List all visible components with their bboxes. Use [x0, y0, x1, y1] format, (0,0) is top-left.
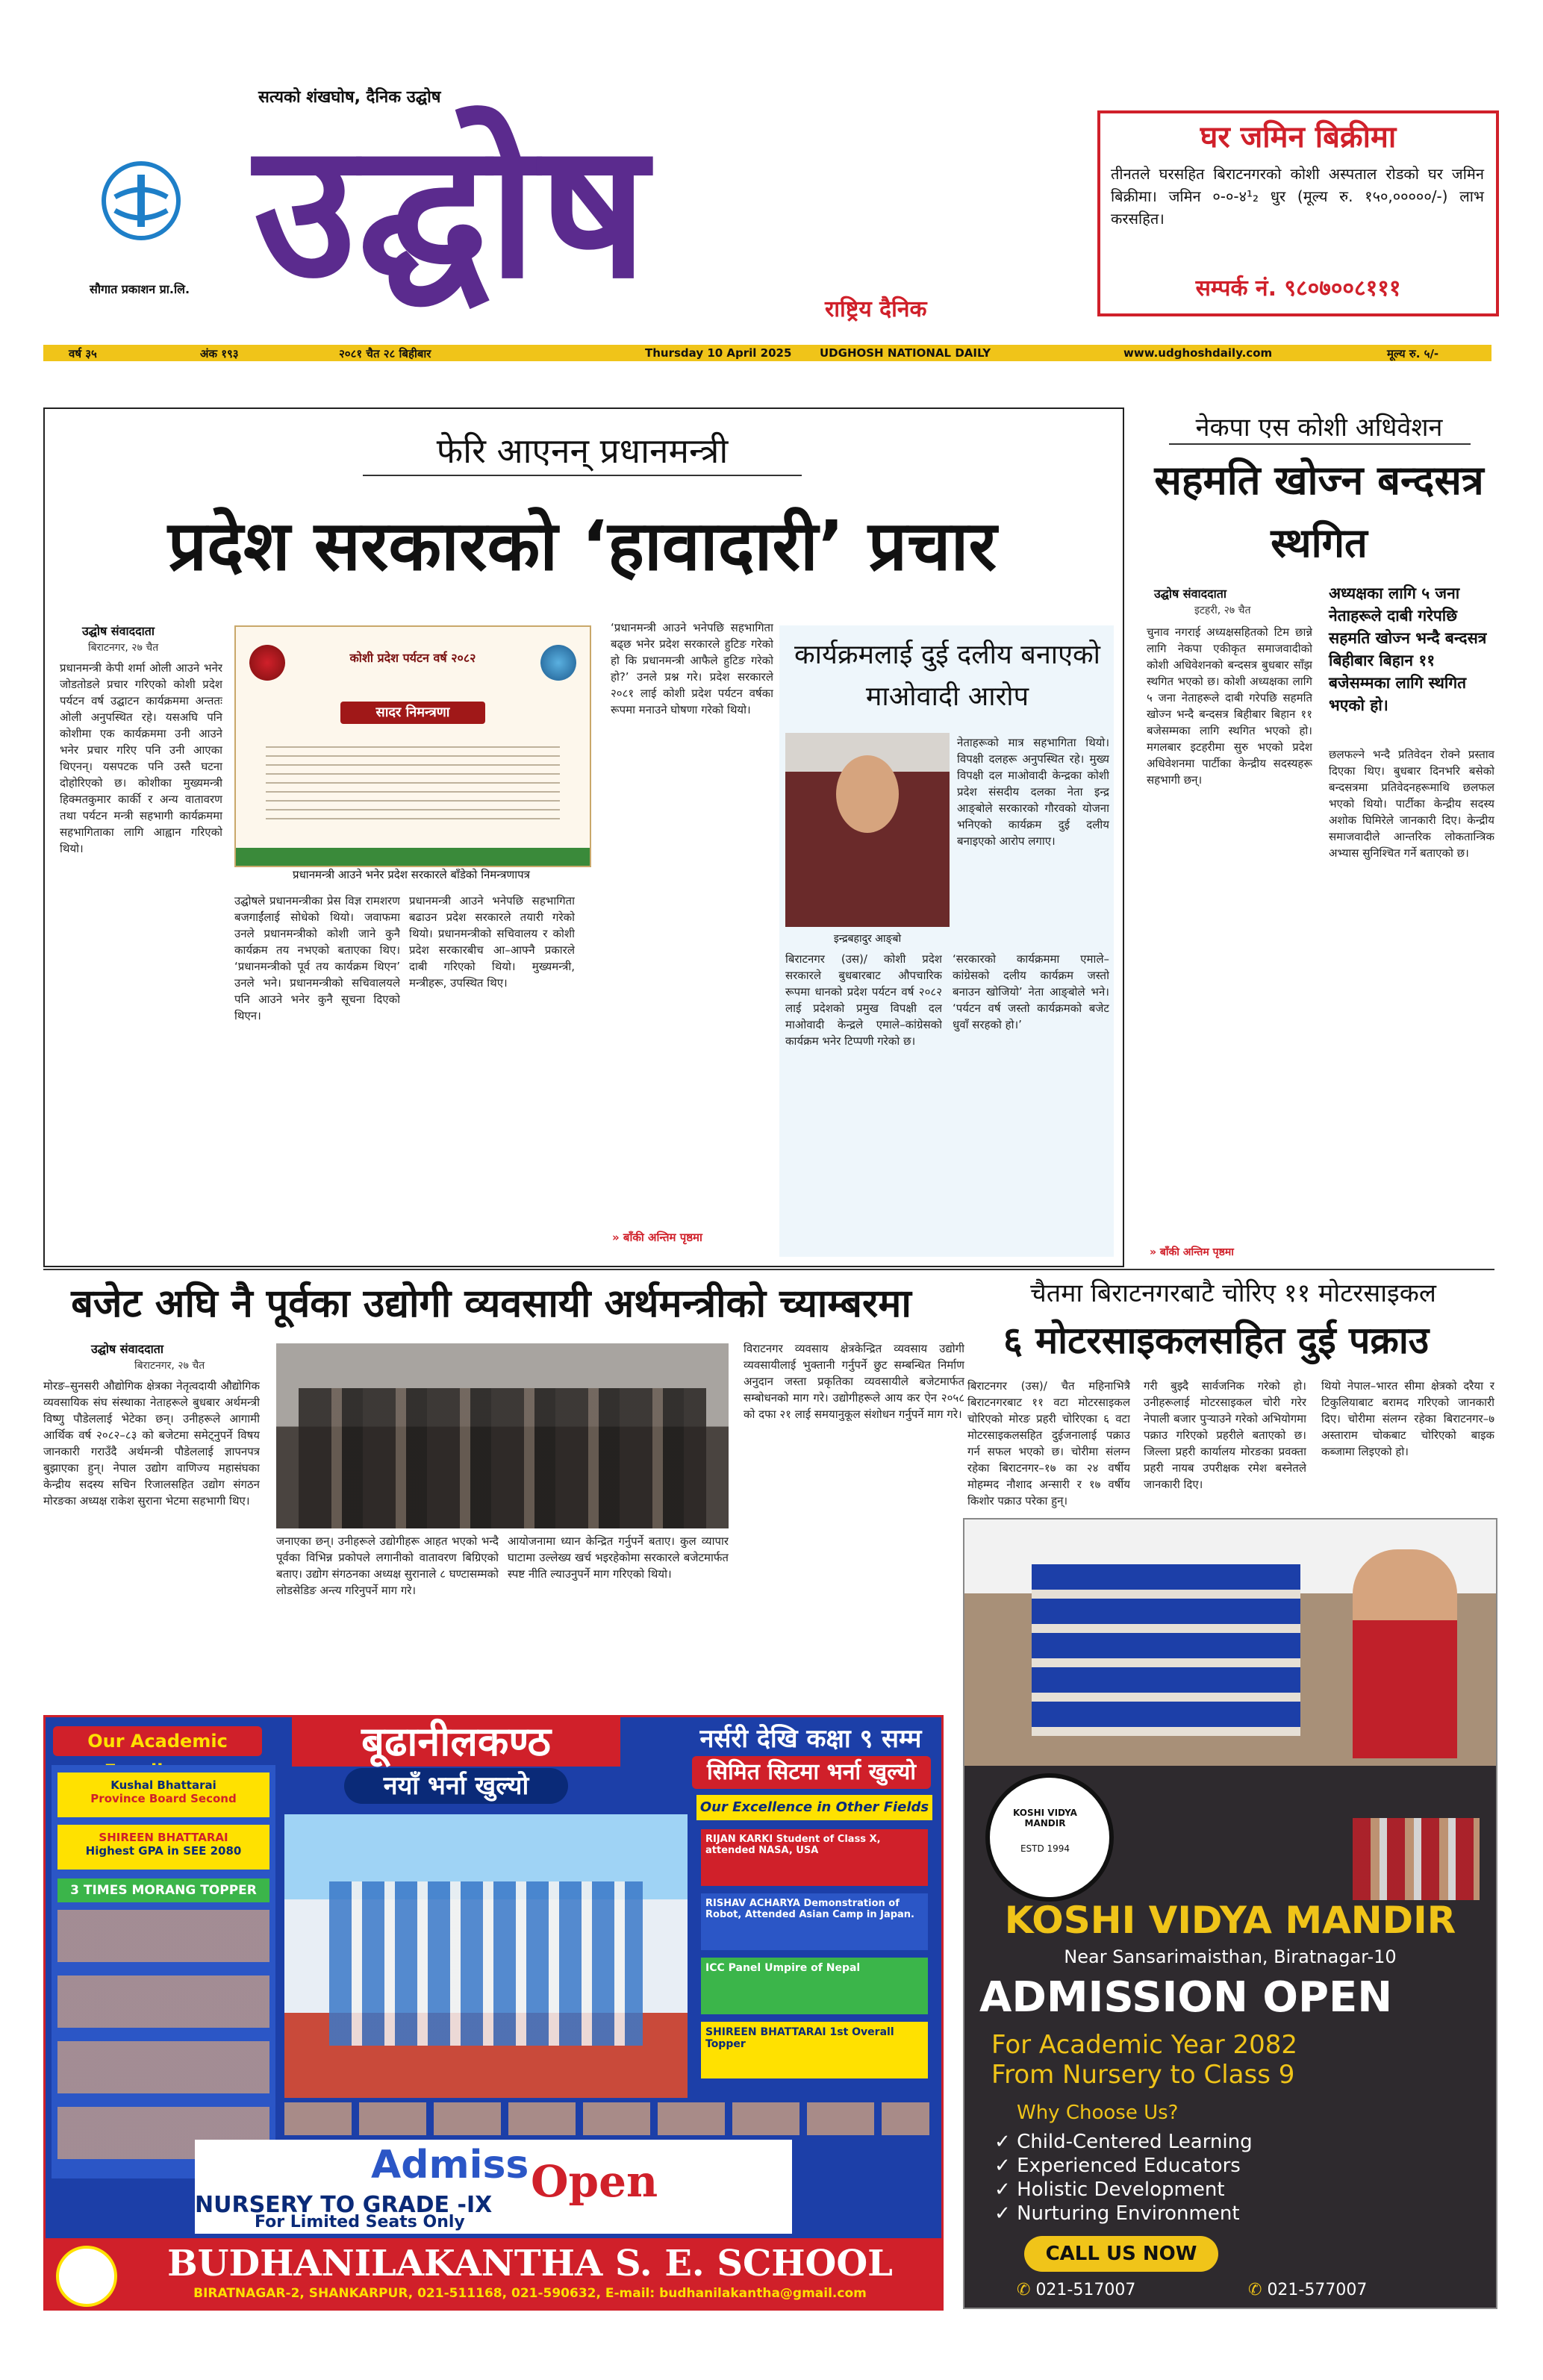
- koshi-year: For Academic Year 2082: [991, 2030, 1298, 2060]
- ad-school-address: BIRATNAGAR-2, SHANKARPUR, 021-511168, 021-590632, E-mail: budhanilakantha@gmail.com: [193, 2286, 867, 2301]
- ad-other-fields-label: Our Excellence in Other Fields: [696, 1795, 932, 1820]
- nepal-emblem-icon: [249, 645, 285, 681]
- lead-continued-text: बाँकी अन्तिम पृष्ठमा: [623, 1231, 702, 1244]
- invitation-poster: [234, 625, 591, 867]
- classified-title: घर जमिन बिक्रीमा: [1200, 120, 1397, 154]
- ad-building-photo: [284, 1814, 688, 2098]
- koshi-point: ✓ Holistic Development: [994, 2178, 1225, 2201]
- lead-col-2: उद्घोषले प्रधानमन्त्रीका प्रेस विज्ञ रामशरण बजगाईंलाई सोधेको थियो। जवाफमा उनले प्रधानमन्त्रीको कोशी जाने कुनै कार्यक्रम तय नभएको बताएका थिए। ‘प्रधानमन्त्रीको पूर्व तय कार्यक्रम थिएन’ उनले भने। प्रधानमन्त्रीको सचिवालयले पनि आउने भनेर कुनै सूचना दिएको थिएन।: [234, 894, 400, 1022]
- ad-admission-text: Admiss: [371, 2143, 529, 2187]
- publisher-name: सौगात प्रकाशन प्रा.लि.: [90, 282, 190, 296]
- lead-col-1: प्रधानमन्त्री केपी शर्मा ओली आउने भनेर जोडतोडले प्रचार गरिएको कोशी प्रदेश पर्यटन वर्ष उद्घाटन कार्यक्रममा अन्ततः ओली अनुपस्थित रहे। यसअघि पनि कोशीमा एक कार्यक्रममा उनी आउने भनेर प्रचार गरिए पनि उनी आएका थिएनन्। यसपटक पनि उस्तै घटना दोहोरिएको छ। कोशीका मुख्यमन्त्री हिक्मतकुमार कार्की र अन्य वातावरण तथा पर्यटन मन्त्री सहभागी कार्यक्रममा सहभागिताका लागि आह्वान गरिएको थियो।: [60, 661, 222, 855]
- ad-new-admission-np: नयाँ भर्ना खुल्यो: [344, 1768, 568, 1804]
- koshi-admission: ADMISSION OPEN: [979, 1973, 1393, 2022]
- ad-seats-np: सिमित सिटमा भर्ना खुल्यो: [692, 1756, 931, 1789]
- inset-col-3: ‘सरकारको कार्यक्रममा एमाले–कांग्रेसको दलीय कार्यक्रम जस्तो बनाउन खोजियो’ नेता आङ्बोले भने। ‘पर्यटन वर्ष जस्तो कार्यक्रमको बजेट धुवाँ सरहको हो।’: [953, 952, 1109, 1031]
- ad-footer-logo-icon: [56, 2246, 117, 2307]
- inset-col-2: बिराटनगर (उस)/ कोशी प्रदेश सरकारले बुधबारबाट औपचारिक रूपमा धानको प्रदेश पर्यटन वर्ष २०८२ लाई प्रदेशको प्रमुख विपक्षी दल माओवादी केन्द्रले एमाले–कांग्रेसको कार्यक्रम भनेर टिप्पणी गरेको छ।: [785, 952, 942, 1048]
- theft-col-2: गरी बुझ्दै सार्वजनिक गरेको हो। उनीहरूलाई मोटरसाइकल चोरी गरेर नेपाली बजार पुऱ्याउने गरेको अभियोगमा पक्राउ गरिएको प्रहरीले बताएको छ। जिल्ला प्रहरी कार्यालय मोरङका प्रवक्ता प्रहरी नायब उपरीक्षक रमेश बस्नेतले जानकारी दिए।: [1144, 1379, 1306, 1491]
- ad-topper-1: [57, 1772, 269, 1817]
- masthead-subtitle: राष्ट्रिय दैनिक: [825, 296, 927, 322]
- koshi-phone-2-text: 021-577007: [1267, 2281, 1368, 2299]
- budget-headline: बजेट अघि नै पूर्वका उद्योगी व्यवसायी अर्थमन्त्रीको च्याम्बरमा: [71, 1281, 911, 1326]
- koshi-students-photo: [1353, 1818, 1480, 1900]
- koshi-point-text: Holistic Development: [1017, 2178, 1225, 2201]
- budget-byline: उद्घोष संवाददाता: [91, 1342, 164, 1356]
- koshi-range: From Nursery to Class 9: [991, 2060, 1295, 2090]
- koshi-point-text: Experienced Educators: [1017, 2155, 1241, 2177]
- poster-footer: [236, 848, 590, 866]
- koshi-student-photo: [1353, 1549, 1457, 1758]
- dateline-price: मूल्य रु. ५/-: [1387, 347, 1439, 360]
- lead-kicker: फेरि आएनन् प्रधानमन्त्री: [436, 431, 729, 471]
- classified-contact: सम्पर्क नं. ९८०७००८१११: [1195, 275, 1401, 302]
- inset-photo-caption: इन्द्रबहादुर आङ्बो: [833, 933, 902, 945]
- ad-grades-np: नर्सरी देखि कक्षा ९ सम्म: [699, 1724, 922, 1754]
- ad-budhanilakantha: [43, 1715, 944, 2311]
- ad-school-name-np: बूढानीलकण्ठ: [292, 1717, 620, 1767]
- lead-col-4: ‘प्रधानमन्त्री आउने भनेपछि सहभागिता बढ्छ भनेर प्रदेश सरकारले हुटिङ गरेको हो कि प्रधानमन्त्री आफैले हुटिङ गरेको हो?’ उनले प्रश्न गरे। प्रदेश सरकारले २०८१ लाई कोशी प्रदेश पर्यटन वर्षका रूपमा मनाउने घोषणा गरेको थियो।: [611, 621, 773, 716]
- ad-field-4: SHIREEN BHATTARAI 1st Overall Topper: [701, 2022, 928, 2078]
- ad-grades-en: NURSERY TO GRADE -IX: [195, 2192, 493, 2218]
- koshi-phone-2: [1248, 2281, 1367, 2299]
- koshi-logo-estd: ESTD 1994: [1020, 1843, 1070, 1854]
- ad-open-text: Open: [531, 2156, 658, 2207]
- ad-topper-2: [57, 1825, 269, 1870]
- building-shape: [329, 1881, 643, 2046]
- dateline-strip: [43, 345, 1491, 361]
- ad-field-2: RISHAV ACHARYA Demonstration of Robot, Attended Asian Camp in Japan.: [701, 1893, 928, 1950]
- ad-topper-1-name: Kushal Bhattarai: [110, 1778, 216, 1792]
- dateline-year: वर्ष ३५: [69, 347, 97, 360]
- section-divider: [43, 1269, 1494, 1270]
- ad-morang-topper-label: 3 TIMES MORANG TOPPER: [57, 1878, 269, 1902]
- classified-body: तीनतले घरसहित बिराटनगरको कोशी अस्पताल रोडको घर जमिन बिक्रीमा। जमिन ०-०-४¹₂ धुर (मूल्य रु. १५०,०००००/-) लाभ करसहित।: [1111, 165, 1484, 228]
- inset-headline: कार्यक्रमलाई दुई दलीय बनाएको माओवादी आरोप: [794, 640, 1101, 712]
- koshi-name: KOSHI VIDYA MANDIR: [1004, 1899, 1456, 1942]
- portrait-face: [836, 755, 899, 833]
- ad-field-3: ICC Panel Umpire of Nepal: [701, 1958, 928, 2014]
- phone-icon: ✆: [1017, 2281, 1031, 2299]
- dateline-nepali-date: २०८१ चैत २८ बिहीबार: [339, 347, 431, 360]
- ad-excellence-label: Our Academic: [53, 1726, 262, 1756]
- koshi-logo-text: KOSHI VIDYA MANDIR: [1013, 1808, 1077, 1828]
- dateline-website: www.udghoshdaily.com: [1123, 346, 1273, 360]
- poster-text-lines: [266, 739, 560, 821]
- side-continued-text: बाँकी अन्तिम पृष्ठमा: [1159, 1246, 1234, 1258]
- ad-school-name: BUDHANILAKANTHA S. E. SCHOOL: [167, 2243, 893, 2284]
- koshi-point-text: Nurturing Environment: [1017, 2202, 1240, 2225]
- side-place: इटहरी, २७ चैत: [1194, 605, 1251, 616]
- lead-continued: » बाँकी अन्तिम पृष्ठमा: [612, 1231, 702, 1244]
- ad-footer: [46, 2238, 941, 2308]
- koshi-logo-icon: [540, 645, 576, 681]
- koshi-points-list: [994, 2130, 1308, 2226]
- side-byline: उद्घोष संवाददाता: [1154, 587, 1227, 601]
- koshi-call-button: CALL US NOW: [1024, 2236, 1218, 2272]
- lead-col-3: प्रधानमन्त्री आउने भनेपछि सहभागिता बढाउन प्रदेश सरकारले तयारी गरेको थियो। प्रधानमन्त्रीको सचिवालय र कोशी प्रदेश सरकारबीच आ–आफ्नै प्रकारले दाबी गरिएको थियो। मुख्यमन्त्री, मन्त्रीहरू, उपस्थित थिए।: [409, 894, 575, 990]
- ad-field-1: RIJAN KARKI Student of Class X, attended NASA, USA: [701, 1829, 928, 1886]
- ad-limited: For Limited Seats Only: [255, 2213, 465, 2231]
- koshi-phone-1-text: 021-517007: [1035, 2281, 1136, 2299]
- koshi-point-text: Child-Centered Learning: [1017, 2131, 1253, 2153]
- budget-place: बिराटनगर, २७ चैत: [134, 1360, 205, 1372]
- side-col-1: चुनाव नगराई अध्यक्षसहितको टिम छान्ने लागि नेकपा एकीकृत समाजवादीको कोशी अधिवेशनको बन्दसत्र बुधबार साँझ स्थगित भएको छ। कोशी अध्यक्षका लागि ५ जना नेताहरूले दाबी गरेपछि सहमति खोज्न भन्दै बन्दसत्र बिहीबार बिहान ११ बजेसम्मका लागि स्थगित भएको हो। मगलबार इटहरीमा सुरु भएको प्रदेश अधिवेशनमा पार्टीका केन्द्रीय सदस्यहरू सहभागी छन्।: [1147, 625, 1312, 787]
- ad-topper-photos: [57, 1910, 269, 2171]
- budget-col-3: आयोजनामा ध्यान केन्द्रित गर्नुपर्ने बताए। कुल व्यापार घाटामा उल्लेख्य खर्च भइरहेकोमा सरकारले बजेटमार्फत स्पष्ट नीति ल्याउनुपर्ने माग गरिएको थियो।: [508, 1534, 729, 1581]
- koshi-why: Why Choose Us?: [1017, 2102, 1179, 2124]
- lead-kicker-underline: [363, 475, 802, 476]
- koshi-logo: [985, 1773, 1114, 1902]
- theft-col-3: थियो नेपाल–भारत सीमा क्षेत्रको दरैया र टिकुलियाबाट बरामद गरिएको जानकारी दिए। चोरीमा संलग्न रहेका बिराटनगर–७ अस्ताराम चोकबाट चोरिएको बाइक कब्जामा लिइएको हो।: [1321, 1379, 1494, 1458]
- ad-topper-1-note: Province Board Second: [90, 1792, 237, 1805]
- theft-headline: ६ मोटरसाइकलसहित दुई पक्राउ: [1003, 1319, 1430, 1362]
- budget-col-1: मोरङ–सुनसरी औद्योगिक क्षेत्रका नेतृत्वदायी औद्योगिक व्यवसायिक संघ संस्थाका नेताहरूले बुधबार अर्थमन्त्री विष्णु पौडेललाई भेटेका छन्। उनीहरूले आगामी आर्थिक वर्ष २०८२–८३ को बजेटमा समेट्नुपर्ने विषय जानकारी गराउँदै अर्थमन्त्री पौडेललाई ज्ञापनपत्र बुझाएका हुन्। नेपाल उद्योग वाणिज्य महासंघका केन्द्रीय सदस्य सचिन रिजालसहित उद्योग संगठन मोरङका अध्यक्ष राकेश सुराना भेटमा सहभागी थिए।: [43, 1379, 260, 1508]
- photo-people: [299, 1388, 706, 1528]
- classified-ad: [1097, 110, 1499, 316]
- budget-col-2: जनाएका छन्। उनीहरूले उद्योगीहरू आहत भएको भन्दै पूर्वका विभिन्न प्रकोपले लगानीको वातावरण बिग्रिएको बताए। उद्योग संगठनका अध्यक्ष सुरानाले ८ घण्टासम्मको लोडसेडिङ अन्त्य गरिनुपर्ने माग गरे।: [276, 1534, 499, 1597]
- ad-activity-photos: [284, 2102, 929, 2135]
- ad-koshi-vidya-mandir: [963, 1518, 1497, 2309]
- inset-col-1: नेताहरूको मात्र सहभागिता थियो। विपक्षी दलहरू अनुपस्थित रहे। मुख्य विपक्षी दल माओवादी केन्द्रका कोशी प्रदेश संसदीय दलका नेता इन्द्र आङ्बोले सरकारको गौरवको योजना भनिएको कार्यक्रम दुई दलीय बनाइएको आरोप लगाए।: [957, 736, 1109, 848]
- side-continued: » बाँकी अन्तिम पृष्ठमा: [1150, 1246, 1234, 1258]
- side-col-2: छलफल्ने भन्दै प्रतिवेदन रोक्ने प्रस्ताव दिएका थिए। बुधबार दिनभरि बसेको बन्दसत्रमा प्रतिवेदनहरूमाथि छलफल भएको थियो। पार्टीका केन्द्रीय सदस्य अशोक घिमिरेले जानकारी दिए। केन्द्रीय समाजवादीले आन्तरिक लोकतान्त्रिक अभ्यास सुनिश्चित गर्ने बताएको छ।: [1329, 748, 1494, 860]
- ad-admission-banner: [195, 2140, 792, 2234]
- masthead-tagline: सत्यको शंखघोष, दैनिक उद्घोष: [258, 88, 441, 107]
- dateline-issue: अंक १९३: [200, 347, 239, 360]
- lead-byline: उद्घोष संवाददाता: [82, 624, 155, 638]
- side-kicker-underline: [1169, 443, 1471, 445]
- budget-col-4: विराटनगर व्यवसाय क्षेत्रकेन्द्रित व्यवसाय उद्योगी व्यवसायीलाई भुक्तानी गर्नुपर्ने छुट सम्बन्धित निर्माण अनुदान जस्ता प्रकृतिका व्यवसायीले बजेटमार्फत सम्बोधनको माग गरे। उद्योगीहरूले आय कर ऐन २०५८ को दफा २१ लाई समयानुकूल संशोधन गर्नुपर्ने माग गरे।: [744, 1342, 964, 1421]
- ad-topper-panel: [52, 1765, 275, 2178]
- theft-kicker: चैतमा बिराटनगरबाटै चोरिए ११ मोटरसाइकल: [1030, 1278, 1436, 1308]
- lead-photo-caption: प्रधानमन्त्री आउने भनेर प्रदेश सरकारले बाँडेको निमन्त्रणापत्र: [293, 868, 530, 881]
- side-highlight: अध्यक्षका लागि ५ जना नेताहरूले दाबी गरेपछि सहमति खोज्न भन्दै बन्दसत्र बिहीबार बिहान ११ बजेसम्मका लागि स्थगित भएको हो।: [1329, 584, 1487, 714]
- phone-icon: ✆: [1248, 2281, 1262, 2299]
- theft-col-1: बिराटनगर (उस)/ चैत महिनाभित्रै बिराटनगरबाट ११ वटा मोटरसाइकल चोरिएको मोरङ प्रहरी चोरिएका ६ वटा मोटरसाइकलसहित दुईजनालाई पक्राउ गर्न सफल भएको छ। चोरीमा संलग्न रहेका बिराटनगर–१७ का २४ वर्षीय मोहम्मद नौशाद अन्सारी र १७ वर्षीय किशोर पक्राउ परेका हुन्।: [967, 1379, 1130, 1508]
- masthead-title: उद्घोष: [254, 102, 651, 319]
- lead-place: बिराटनगर, २७ चैत: [88, 642, 159, 654]
- koshi-location: Near Sansarimaisthan, Biratnagar-10: [1064, 1946, 1397, 1967]
- lead-headline: प्रदेश सरकारको ‘हावादारी’ प्रचार: [167, 506, 997, 586]
- publisher-logo: [100, 160, 182, 242]
- koshi-point: ✓ Child-Centered Learning: [994, 2131, 1253, 2153]
- ad-topper-2-note: Highest GPA in SEE 2080: [85, 1844, 242, 1858]
- budget-photo: [276, 1343, 729, 1528]
- poster-head: कोशी प्रदेश पर्यटन वर्ष २०८२: [349, 651, 476, 665]
- dateline-paper: UDGHOSH NATIONAL DAILY: [820, 346, 991, 360]
- ad-topper-2-name: SHIREEN BHATTARAI: [99, 1831, 228, 1844]
- inset-photo: [785, 733, 950, 927]
- poster-title: सादर निमन्त्रणा: [340, 702, 485, 724]
- koshi-point: ✓ Nurturing Environment: [994, 2202, 1240, 2225]
- dateline-english-date: Thursday 10 April 2025: [645, 346, 792, 360]
- side-kicker: नेकपा एस कोशी अधिवेशन: [1195, 413, 1443, 443]
- side-headline: सहमति खोज्न बन्दसत्र स्थगित: [1154, 457, 1484, 566]
- koshi-building-shape: [1032, 1564, 1300, 1736]
- koshi-point: ✓ Experienced Educators: [994, 2155, 1241, 2177]
- koshi-phone-1: [1017, 2281, 1135, 2299]
- koshi-building-photo: [964, 1519, 1496, 1766]
